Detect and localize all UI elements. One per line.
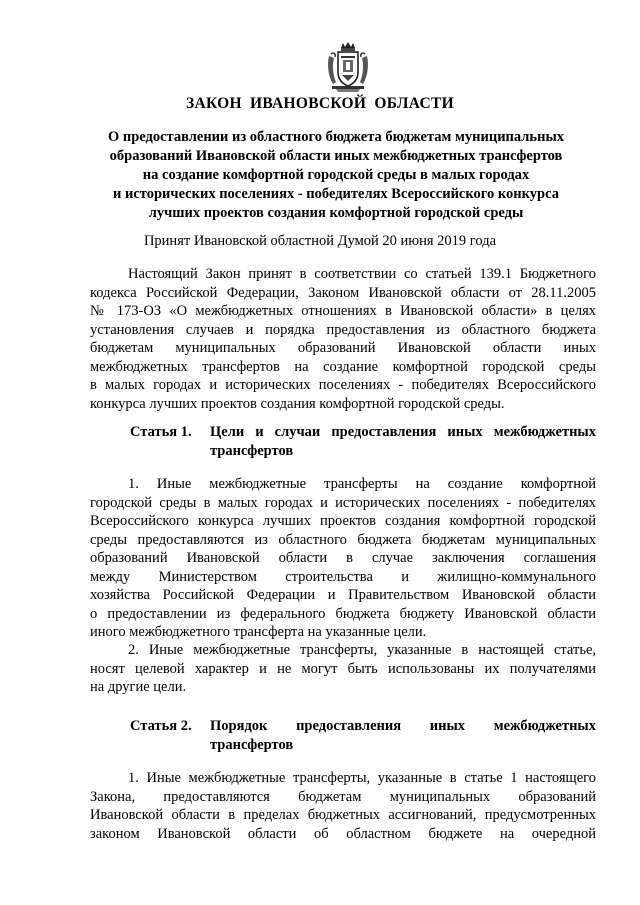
text-line: Закона, предоставляются бюджетам муниципальных образований (90, 788, 596, 805)
article-title-line: трансфертов (210, 443, 294, 459)
article-title-line: трансфертов (210, 737, 294, 753)
subtitle-line: лучших проектов создания комфортной городской среды (148, 205, 524, 221)
text-line: кодекса Российской Федерации, Законом Ивановской области от 28.11.2005 (90, 284, 596, 301)
text-line: установления случаев и порядка предоставления из областного бюджета (90, 321, 596, 338)
article-number: Статья 1. (130, 424, 192, 440)
text-line: между Министерством строительства и жилищно-коммунального (90, 568, 596, 585)
text-line: законом Ивановской области об областном бюджете на очередной (90, 825, 596, 842)
text-line: городской среды в малых городах и исторических поселениях - победителях (90, 494, 596, 511)
text-line: Всероссийского конкурса лучших проектов создания комфортной городской (90, 513, 596, 529)
text-line: иного межбюджетного трансферта на указанные цели. (90, 624, 427, 640)
text-line: межбюджетных трансфертов на создание комфортной городской среды (90, 358, 596, 375)
article-1-paragraph-2 (90, 641, 596, 697)
article-2-paragraph-1 (90, 769, 596, 843)
text-line: конкурса лучших проектов создания комфортной городской среды. (90, 395, 505, 412)
text-line: № 173-ОЗ «О межбюджетных отношениях в Ивановской области» в целях (90, 303, 596, 319)
law-title: ЗАКОН ИВАНОВСКОЙ ОБЛАСТИ (186, 95, 454, 112)
text-line: носят целевой характер и не могут быть использованы их получателями (90, 660, 596, 677)
article-title-line: Цели и случаи предоставления иных межбюджетных (210, 424, 596, 440)
text-line: Ивановской области в пределах бюджетных ассигнований, предусмотренных (90, 807, 596, 823)
article-title (210, 423, 596, 461)
text-line: хозяйства Российской Федерации и Правительством Ивановской области (90, 587, 596, 603)
article-title-line: Порядок предоставления иных межбюджетных (210, 718, 596, 734)
adoption-note: Принят Ивановской областной Думой 20 июня 2019 года (143, 233, 497, 249)
text-line: Настоящий Закон принят в соответствии со статьей 139.1 Бюджетного (128, 266, 596, 282)
text-line: на другие цели. (90, 679, 187, 695)
text-line: 1. Иные межбюджетные трансферты, указанные в статье 1 настоящего (128, 770, 596, 786)
subtitle-line: образований Ивановской области иных межбюджетных трансфертов (109, 148, 563, 164)
preamble (90, 265, 596, 413)
text-line: среды предоставляются из областного бюджета бюджетам муниципальных (90, 531, 596, 548)
text-line: в малых городах и исторических поселениях - победителях Всероссийского (90, 377, 596, 393)
article-1-paragraph-1 (90, 475, 596, 642)
law-subtitle (90, 128, 582, 223)
subtitle-line: на создание комфортной городской среды в малых городах (142, 167, 530, 183)
text-line: о предоставлении из федерального бюджета бюджету Ивановской области (90, 605, 596, 622)
text-line: 2. Иные межбюджетные трансферты, указанные в настоящей статье, (128, 642, 596, 658)
coat-of-arms-icon (326, 42, 370, 92)
text-line: 1. Иные межбюджетные трансферты на создание комфортной (128, 476, 596, 492)
text-line: образований Ивановской области в случае заключения соглашения (90, 550, 596, 566)
article-title (210, 717, 596, 755)
text-line: бюджетам муниципальных образований Ивановской области иных (90, 340, 596, 356)
subtitle-line: О предоставлении из областного бюджета бюджетам муниципальных (107, 129, 565, 145)
subtitle-line: и исторических поселениях - победителях Всероссийского конкурса (113, 186, 559, 202)
article-number: Статья 2. (130, 718, 192, 734)
